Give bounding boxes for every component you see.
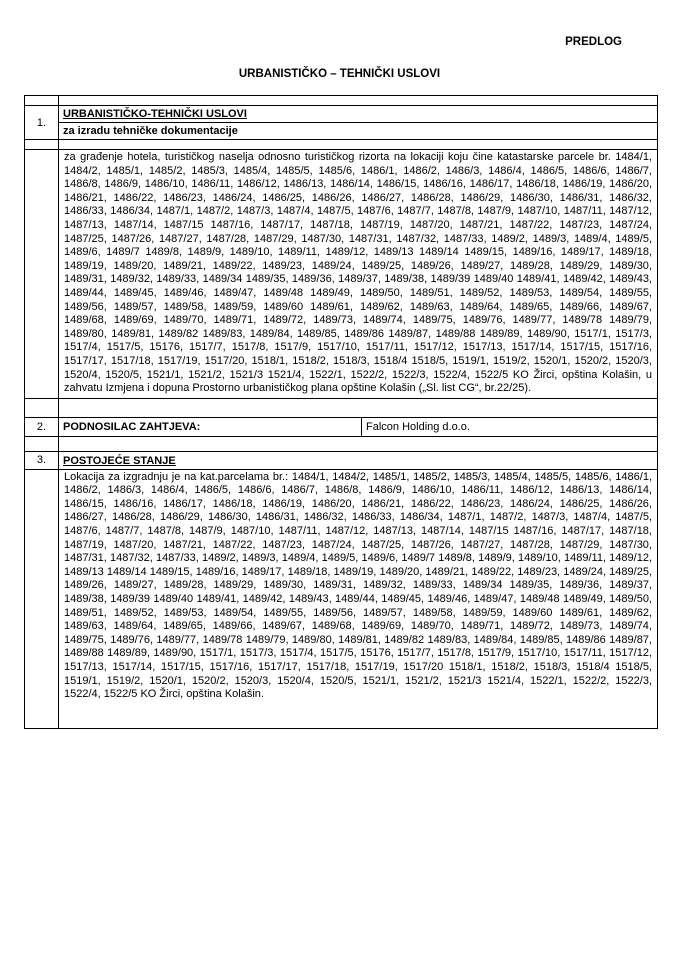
section-3-heading: POSTOJEĆE STANJE (59, 451, 658, 469)
spacer-row (25, 140, 658, 150)
section-1-subheading: za izradu tehničke dokumentacije (59, 123, 658, 140)
section-3-number: 3. (25, 451, 59, 469)
section-1-subheading-row (25, 123, 658, 140)
section-1-number: 1. (25, 106, 59, 140)
section-2-row (25, 417, 658, 436)
document-status-label: PREDLOG (565, 36, 622, 48)
section-3-heading-row (25, 451, 658, 469)
spacer-row (25, 96, 658, 106)
applicant-label: PODNOSILAC ZAHTJEVA: (59, 417, 362, 436)
document-title: URBANISTIČKO – TEHNIČKI USLOVI (238, 68, 441, 80)
section-1-heading: URBANISTIČKO-TEHNIČKI USLOVI (59, 106, 658, 123)
section-1-body: za građenje hotela, turističkog naselja odnosno turističkog rizorta na lokaciji koju čine katastarske parcele br. 1484/1, 1484/2, 1485/1, 1485/2, 1485/3, 1485/4, 1485/5, 1485/6, 1486/1, 1486/2, 1486/3, 1486/4, 1486/5, 1486/6, 1486/7, 1486/8, 1486/9, 1486/10, 1486/11, 1486/12, 1486/13, 1486/14, 1486/15, 1486/16, 1486/17, 1486/18, 1486/19, 1486/20, 1486/21, 1486/22, 1486/23, 1486/24, 1486/25, 1486/26, 1486/27, 1486/28, 1486/29, 1486/30, 1486/31, 1486/32, 1486/33, 1486/34, 1487/1, 1487/2, 1487/3, 1487/4, 1487/5, 1487/6, 1487/7, 1487/8, 1487/9, 1487/10, 1487/11, 1487/12, 1487/13, 1487/14, 1487/15 1487/16, 1487/17, 1487/18, 1487/19, 1487/20, 1487/21, 1487/22, 1487/23, 1487/24, 1487/25, 1487/26, 1487/27, 1487/28, 1487/29, 1487/30, 1487/31, 1487/32, 1487/33, 1489/2, 1489/3, 1489/4, 1489/5, 1489/6, 1489/7 1489/8, 1489/9, 1489/10, 1489/11, 1489/12, 1489/13 1489/14 1489/15, 1489/16, 1489/17, 1489/18, 1489/19, 1489/20, 1489/21, 1489/22, 1489/23, 1489/24, 1489/25, 1489/26, 1489/27, 1489/28, 1489/29, 1489/30, 1489/31, 1489/32, 1489/33, 1489/34 1489/35, 1489/36, 1489/37, 1489/38, 1489/39 1489/40 1489/41, 1489/42, 1489/43, 1489/44, 1489/45, 1489/46, 1489/47, 1489/48 1489/49, 1489/50, 1489/51, 1489/52, 1489/53, 1489/54, 1489/55, 1489/56, 1489/57, 1489/58, 1489/59, 1489/60 1489/61, 1489/62, 1489/63, 1489/64, 1489/65, 1489/66, 1489/67, 1489/68, 1489/69, 1489/70, 1489/71, 1489/72, 1489/73, 1489/74, 1489/75, 1489/76, 1489/77, 1489/78 1489/79, 1489/80, 1489/81, 1489/82 1489/83, 1489/84, 1489/85, 1489/86 1489/87, 1489/88 1489/89, 1489/90, 1517/1, 1517/3, 1517/4, 1517/5, 15176, 1517/7, 1517/8, 1517/9, 1517/10, 1517/11, 1517/12, 1517/13, 1517/14, 1517/15, 1517/16, 1517/17, 1517/18, 1517/19, 1517/20, 1518/1, 1518/2, 1518/3, 1518/4 1518/5, 1519/1, 1519/2, 1520/1, 1520/2, 1520/3, 1520/4, 1520/5, 1521/1, 1521/2, 1521/3 1521/4, 1522/1, 1522/2, 1522/3, 1522/4, 1522/5 KO Žirci, opština Kolašin, u zahvatu Izmjena i dopuna Prostorno urbanističkog plana opštine Kolašin („Sl. list CG“, br.22/25). (59, 150, 658, 399)
conditions-table (24, 95, 658, 729)
section-2-number: 2. (25, 417, 59, 436)
applicant-value: Falcon Holding d.o.o. (362, 417, 658, 436)
section-3-body: Lokacija za izgradnju je na kat.parcelama br.: 1484/1, 1484/2, 1485/1, 1485/2, 1485/3, 1485/4, 1485/5, 1485/6, 1486/1, 1486/2, 1486/3, 1486/4, 1486/5, 1486/6, 1486/7, 1486/8, 1486/9, 1486/10, 1486/11, 1486/12, 1486/13, 1486/14, 1486/15, 1486/16, 1486/17, 1486/18, 1486/19, 1486/20, 1486/21, 1486/22, 1486/23, 1486/24, 1486/25, 1486/26, 1486/27, 1486/28, 1486/29, 1486/30, 1486/31, 1486/32, 1486/33, 1486/34, 1487/1, 1487/2, 1487/3, 1487/4, 1487/5, 1487/6, 1487/7, 1487/8, 1487/9, 1487/10, 1487/11, 1487/12, 1487/13, 1487/14, 1487/15 1487/16, 1487/17, 1487/18, 1487/19, 1487/20, 1487/21, 1487/22, 1487/23, 1487/24, 1487/25, 1487/26, 1487/27, 1487/28, 1487/29, 1487/30, 1487/31, 1487/32, 1487/33, 1489/2, 1489/3, 1489/4, 1489/5, 1489/6, 1489/7 1489/8, 1489/9, 1489/10, 1489/11, 1489/12, 1489/13 1489/14 1489/15, 1489/16, 1489/17, 1489/18, 1489/19, 1489/20, 1489/21, 1489/22, 1489/23, 1489/24, 1489/25, 1489/26, 1489/27, 1489/28, 1489/29, 1489/30, 1489/31, 1489/32, 1489/33, 1489/34 1489/35, 1489/36, 1489/37, 1489/38, 1489/39 1489/40 1489/41, 1489/42, 1489/43, 1489/44, 1489/45, 1489/46, 1489/47, 1489/48 1489/49, 1489/50, 1489/51, 1489/52, 1489/53, 1489/54, 1489/55, 1489/56, 1489/57, 1489/58, 1489/59, 1489/60 1489/61, 1489/62, 1489/63, 1489/64, 1489/65, 1489/66, 1489/67, 1489/68, 1489/69, 1489/70, 1489/71, 1489/72, 1489/73, 1489/74, 1489/75, 1489/76, 1489/77, 1489/78 1489/79, 1489/80, 1489/81, 1489/82 1489/83, 1489/84, 1489/85, 1489/86 1489/87, 1489/88 1489/89, 1489/90, 1517/1, 1517/3, 1517/4, 1517/5, 15176, 1517/7, 1517/8, 1517/9, 1517/10, 1517/11, 1517/12, 1517/13, 1517/14, 1517/15, 1517/16, 1517/17, 1517/18, 1517/19, 1517/20 1518/1, 1518/2, 1518/3, 1518/4 1518/5, 1519/1, 1519/2, 1520/1, 1520/2, 1520/3, 1520/4, 1520/5, 1521/1, 1521/2, 1521/3 1521/4, 1522/1, 1522/2, 1522/3, 1522/4, 1522/5 KO Žirci, opština Kolašin. (59, 469, 658, 728)
section-1-heading-row (25, 106, 658, 123)
section-1-body-row (25, 150, 658, 399)
spacer-row (25, 436, 658, 451)
spacer-row (25, 398, 658, 417)
section-3-body-row (25, 469, 658, 728)
